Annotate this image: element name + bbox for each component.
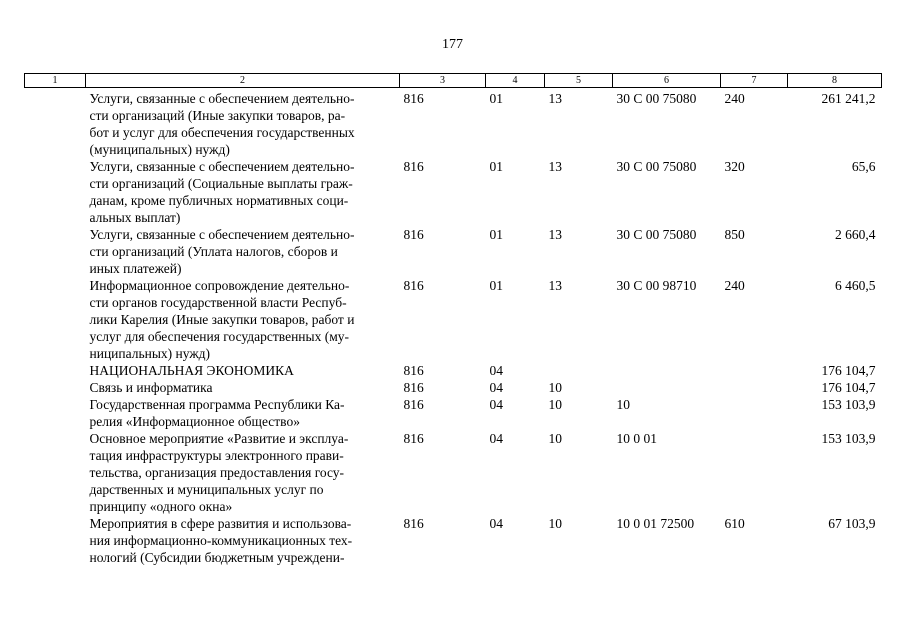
expense-type-code: 850: [724, 227, 745, 242]
expense-name-line: Связь и информатика: [89, 380, 213, 395]
expense-name-line: Государственная программа Республики Ка-: [89, 397, 345, 412]
expense-name: [86, 88, 400, 159]
expense-name: [86, 379, 400, 396]
ministry-code: 816: [403, 380, 424, 395]
subsection-code: 13: [548, 227, 562, 242]
expense-type-code: [721, 362, 788, 379]
column-number: 1: [25, 74, 86, 88]
expense-name-line: дарственных и муниципальных услуг по: [89, 482, 324, 497]
subsection-code: 10: [548, 431, 562, 446]
page-number: 177: [442, 37, 463, 52]
subsection-code: 10: [548, 516, 562, 531]
expense-name-line: иных платежей): [89, 261, 182, 276]
ministry-code: 816: [403, 278, 424, 293]
expense-name-line: сти организаций (Уплата налогов, сборов и: [89, 244, 338, 259]
expense-name: [86, 515, 400, 566]
expense-name-line: Мероприятия в сфере развития и использова-: [89, 516, 352, 531]
section-code: 04: [489, 363, 503, 378]
column-number: 8: [788, 74, 882, 88]
subsection-code: 10: [548, 397, 562, 412]
ministry-code: 816: [403, 363, 424, 378]
subsection-code: 10: [548, 380, 562, 395]
column-number: 2: [86, 74, 400, 88]
expense-name-line: Услуги, связанные с обеспечением деятельно-: [89, 227, 355, 242]
table-row: [25, 396, 882, 430]
table-row: [25, 88, 882, 159]
table-row: [25, 515, 882, 566]
amount-value: 2 660,4: [835, 227, 876, 242]
row-number-cell: [25, 515, 86, 566]
section-code: 04: [489, 516, 503, 531]
expense-name-line: принципу «одного окна»: [89, 499, 233, 514]
subsection-code: 13: [548, 278, 562, 293]
column-number: 5: [545, 74, 613, 88]
expense-name: [86, 362, 400, 379]
expense-name-line: Услуги, связанные с обеспечением деятельно-: [89, 91, 355, 106]
column-number: 3: [400, 74, 486, 88]
target-article-code: 30 С 00 98710: [616, 278, 697, 293]
expense-name-line: альных выплат): [89, 210, 181, 225]
expense-name-line: данам, кроме публичных нормативных соци-: [89, 193, 349, 208]
row-number-cell: [25, 430, 86, 515]
table-row: [25, 277, 882, 362]
expense-name-line: Информационное сопровождение деятельно-: [89, 278, 350, 293]
expense-name-line: тельства, организация предоставления госу-: [89, 465, 345, 480]
table-row: [25, 430, 882, 515]
expense-name: [86, 396, 400, 430]
row-number-cell: [25, 158, 86, 226]
expense-name-line: сти органов государственной власти Респуб-: [89, 295, 347, 310]
ministry-code: 816: [403, 431, 424, 446]
target-article-code: 30 С 00 75080: [616, 159, 697, 174]
target-article-code: [613, 379, 721, 396]
row-number-cell: [25, 362, 86, 379]
subsection-code: [545, 362, 613, 379]
section-code: 01: [489, 159, 503, 174]
expense-name-line: тация инфраструктуры электронного прави-: [89, 448, 344, 463]
expense-type-code: [721, 430, 788, 515]
expense-type-code: 240: [724, 91, 745, 106]
table-row: [25, 379, 882, 396]
target-article-code: 30 С 00 75080: [616, 227, 697, 242]
row-number-cell: [25, 226, 86, 277]
table-row: [25, 226, 882, 277]
expense-name-line: сти организаций (Иные закупки товаров, ра-: [89, 108, 346, 123]
expense-name-line: релия «Информационное общество»: [89, 414, 300, 429]
section-code: 01: [489, 91, 503, 106]
expense-name-line: лики Карелия (Иные закупки товаров, работ и: [89, 312, 355, 327]
column-number: 4: [486, 74, 545, 88]
expense-name-line: ния информационно-коммуникационных тех-: [89, 533, 353, 548]
amount-value: 67 103,9: [828, 516, 876, 531]
budget-table-body: [25, 88, 882, 567]
amount-value: 153 103,9: [821, 431, 876, 446]
subsection-code: 13: [548, 91, 562, 106]
target-article-code: 10: [616, 397, 630, 412]
target-article-code: 30 С 00 75080: [616, 91, 697, 106]
expense-name-line: услуг для обеспечения государственных (му-: [89, 329, 350, 344]
section-code: 01: [489, 278, 503, 293]
expense-name-line: нологий (Субсидии бюджетным учреждени-: [89, 550, 345, 565]
expense-name-line: Услуги, связанные с обеспечением деятельно-: [89, 159, 355, 174]
ministry-code: 816: [403, 516, 424, 531]
ministry-code: 816: [403, 227, 424, 242]
ministry-code: 816: [403, 91, 424, 106]
expense-name: [86, 430, 400, 515]
subsection-code: 13: [548, 159, 562, 174]
budget-table: [24, 73, 882, 566]
expense-name-line: Основное мероприятие «Развитие и эксплуа-: [89, 431, 349, 446]
expense-name: [86, 226, 400, 277]
amount-value: 176 104,7: [821, 380, 876, 395]
row-number-cell: [25, 379, 86, 396]
target-article-code: 10 0 01: [616, 431, 657, 446]
expense-name-line: бот и услуг для обеспечения государственных: [89, 125, 355, 140]
column-number-row: [25, 74, 882, 88]
amount-value: 153 103,9: [821, 397, 876, 412]
row-number-cell: [25, 88, 86, 159]
amount-value: 176 104,7: [821, 363, 876, 378]
table-row: [25, 362, 882, 379]
expense-type-code: 610: [724, 516, 745, 531]
expense-name: [86, 158, 400, 226]
section-code: 01: [489, 227, 503, 242]
expense-name-line: (муниципальных) нужд): [89, 142, 230, 157]
target-article-code: [613, 362, 721, 379]
column-number: 7: [721, 74, 788, 88]
ministry-code: 816: [403, 159, 424, 174]
amount-value: 65,6: [851, 159, 876, 174]
amount-value: 6 460,5: [835, 278, 876, 293]
expense-type-code: 320: [724, 159, 745, 174]
amount-value: 261 241,2: [821, 91, 876, 106]
expense-name-line: НАЦИОНАЛЬНАЯ ЭКОНОМИКА: [89, 363, 294, 378]
section-code: 04: [489, 397, 503, 412]
row-number-cell: [25, 277, 86, 362]
column-number: 6: [613, 74, 721, 88]
expense-type-code: [721, 396, 788, 430]
expense-name: [86, 277, 400, 362]
ministry-code: 816: [403, 397, 424, 412]
section-code: 04: [489, 380, 503, 395]
target-article-code: 10 0 01 72500: [616, 516, 695, 531]
expense-name-line: сти организаций (Социальные выплаты граж-: [89, 176, 353, 191]
row-number-cell: [25, 396, 86, 430]
expense-name-line: ниципальных) нужд): [89, 346, 211, 361]
section-code: 04: [489, 431, 503, 446]
expense-type-code: 240: [724, 278, 745, 293]
table-row: [25, 158, 882, 226]
expense-type-code: [721, 379, 788, 396]
